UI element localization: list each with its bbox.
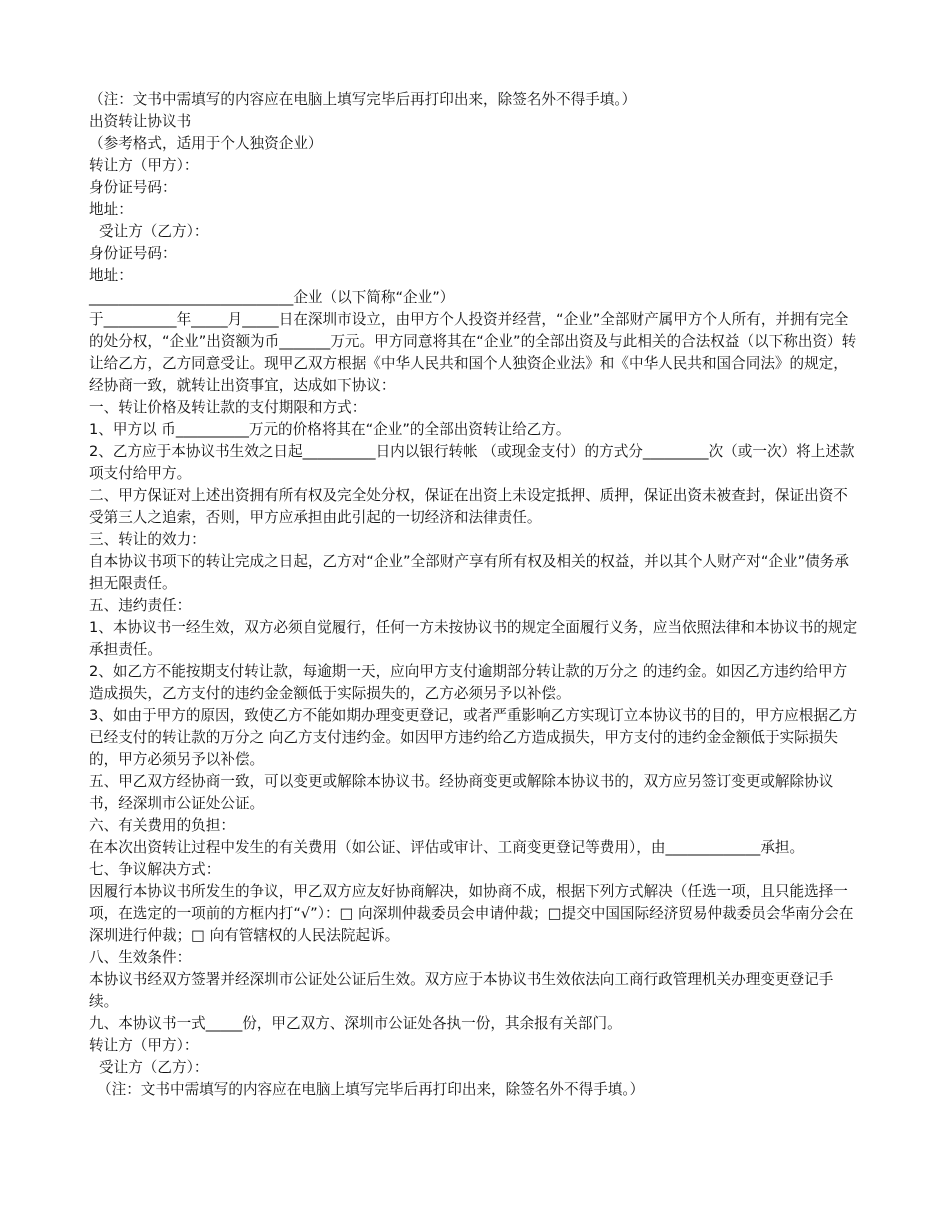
section-1-title: 一、转让价格及转让款的支付期限和方式： bbox=[89, 399, 367, 416]
section-6-body: 在本次出资转让过程中发生的有关费用（如公证、评估或审计、工商变更登记等费用），由_____________承担。 bbox=[89, 839, 805, 856]
transferee-label: 受让方（乙方）： bbox=[99, 223, 209, 240]
section-5-title: 五、违约责任： bbox=[89, 597, 192, 614]
id-number-b: 身份证号码： bbox=[89, 245, 177, 262]
note-bottom: （注：文书中需填写的内容应在电脑上填写完毕后再打印出来，除签名外不得手填。） bbox=[97, 1081, 645, 1098]
section-1-item-2: 2、乙方应于本协议书生效之日起__________日内以银行转帐 （或现金支付）的方式分_________次（或一次）将上述款项支付给甲方。 bbox=[89, 443, 855, 482]
document-subtitle: （参考格式，适用于个人独资企业） bbox=[89, 135, 323, 152]
address-a: 地址： bbox=[89, 201, 133, 218]
section-6-title: 六、有关费用的负担： bbox=[89, 817, 235, 834]
section-5b: 五、甲乙双方经协商一致，可以变更或解除本协议书。经协商变更或解除本协议书的，双方应另签订变更或解除协议书，经深圳市公证处公证。 bbox=[89, 773, 834, 812]
section-5-item-3: 3、如由于甲方的原因，致使乙方不能如期办理变更登记，或者严重影响乙方实现订立本协议书的目的，甲方应根据乙方已经支付的转让款的万分之 向乙方支付违约金。如因甲方违约给乙方造成损失，甲方支付的违约金金额低于实际损失的，甲方必须另予以补偿。 bbox=[89, 707, 858, 768]
transferor-label: 转让方（甲方）： bbox=[89, 157, 199, 174]
section-2: 二、甲方保证对上述出资拥有所有权及完全处分权，保证在出资上未设定抵押、质押，保证出资未被查封，保证出资不受第三人之追索，否则，甲方应承担由此引起的一切经济和法律责任。 bbox=[89, 487, 848, 526]
section-5-item-2: 2、如乙方不能按期支付转让款，每逾期一天，应向甲方支付逾期部分转让款的万分之 的违约金。如因乙方违约给甲方造成损失，乙方支付的违约金金额低于实际损失的，乙方必须另予以补偿。 bbox=[89, 663, 848, 702]
document-title: 出资转让协议书 bbox=[89, 113, 192, 130]
section-5-item-1: 1、本协议书一经生效，双方必须自觉履行，任何一方未按协议书的规定全面履行义务，应当依照法律和本协议书的规定承担责任。 bbox=[89, 619, 858, 658]
address-b: 地址： bbox=[89, 267, 133, 284]
section-7-body: 因履行本协议书所发生的争议，甲乙双方应友好协商解决，如协商不成，根据下列方式解决（任选一项，且只能选择一项，在选定的一项前的方框内打“√”）：□ 向深圳仲裁委员会申请仲裁；□提交中国国际经济贸易仲裁委员会华南分会在深圳进行仲裁；□ 向有管辖权的人民法院起诉。 bbox=[89, 883, 854, 944]
section-8-title: 八、生效条件： bbox=[89, 949, 192, 966]
enterprise-line: ____________________________企业（以下简称“企业”） bbox=[89, 289, 455, 306]
section-7-title: 七、争议解决方式： bbox=[89, 861, 221, 878]
signature-transferee: 受让方（乙方）： bbox=[99, 1059, 209, 1076]
section-3-body: 自本协议书项下的转让完成之日起，乙方对“企业”全部财产享有所有权及相关的权益，并以其个人财产对“企业”债务承担无限责任。 bbox=[89, 553, 849, 592]
section-9: 九、本协议书一式_____份，甲乙双方、深圳市公证处各执一份，其余报有关部门。 bbox=[89, 1015, 622, 1032]
note-top: （注：文书中需填写的内容应在电脑上填写完毕后再打印出来，除签名外不得手填。） bbox=[89, 91, 637, 108]
section-3-title: 三、转让的效力： bbox=[89, 531, 206, 548]
signature-transferor: 转让方（甲方）： bbox=[89, 1037, 199, 1054]
section-8-body: 本协议书经双方签署并经深圳市公证处公证后生效。双方应于本协议书生效依法向工商行政管理机关办理变更登记手续。 bbox=[89, 971, 834, 1010]
agreement-document bbox=[89, 89, 859, 1101]
id-number-a: 身份证号码： bbox=[89, 179, 177, 196]
intro-paragraph: 于__________年_____月_____日在深圳市设立，由甲方个人投资并经营，“企业”全部财产属甲方个人所有，并拥有完全的处分权，“企业”出资额为币_______万元。甲方同意将其在“企业”的全部出资及与此相关的合法权益（以下称出资）转让给乙方，乙方同意受让。现甲乙双方根据《中华人民共和国个人独资企业法》和《中华人民共和国合同法》的规定，经协商一致，就转让出资事宜，达成如下协议： bbox=[89, 311, 857, 394]
section-1-item-1: 1、甲方以 币__________万元的价格将其在“企业”的全部出资转让给乙方。 bbox=[89, 421, 571, 438]
